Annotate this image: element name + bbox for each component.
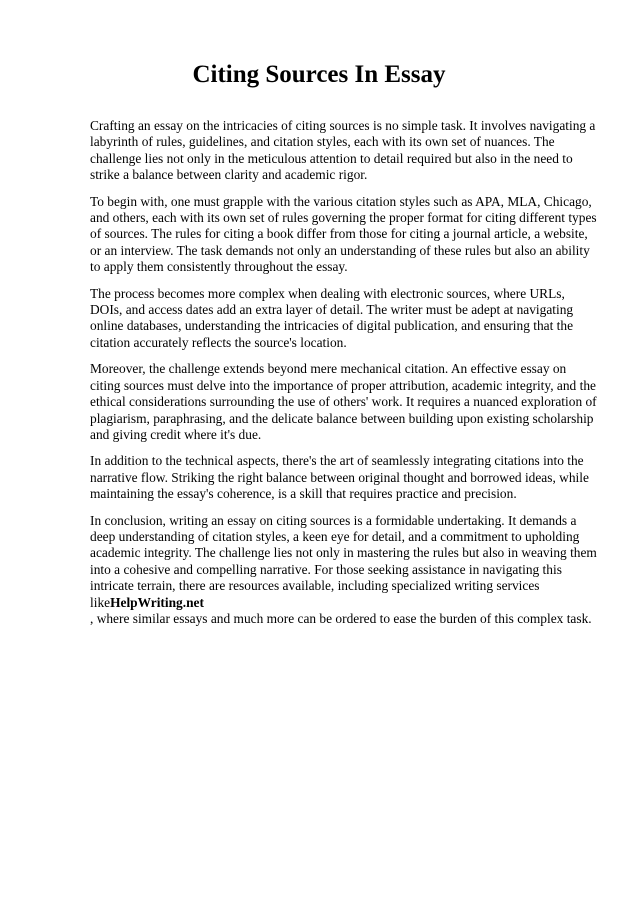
essay-body — [90, 118, 598, 637]
paragraph-4: Moreover, the challenge extends beyond mere mechanical citation. An effective essay on citing sources must delve into the importance of proper attribution, academic integrity, and the ethical considerations surrounding the use of others' work. It requires a nuanced exploration of plagiarism, paraphrasing, and the delicate balance between building upon existing scholarship and giving credit where it's due. — [90, 361, 597, 442]
service-link[interactable]: HelpWriting.net — [110, 594, 204, 610]
conclusion-paragraph — [90, 513, 598, 628]
conclusion-text-end: , where similar essays and much more can be ordered to ease the burden of this complex task. — [90, 610, 592, 626]
page-title: Citing Sources In Essay — [192, 61, 446, 88]
paragraph-3: The process becomes more complex when dealing with electronic sources, where URLs, DOIs, and access dates add an extra layer of detail. The writer must be adept at navigating online databases, understanding the intricacies of digital publication, and ensuring that the citation accurately reflects the source's location. — [90, 285, 574, 350]
paragraph-2: To begin with, one must grapple with the various citation styles such as APA, MLA, Chicago, and others, each with its own set of rules governing the proper format for citing different types of sources. The rules for citing a book differ from those for citing a journal article, a website, or an interview. The task demands not only an understanding of these rules but also an ability to apply them consistently throughout the essay. — [90, 193, 597, 275]
paragraph-5: In addition to the technical aspects, there's the art of seamlessly integrating citations into the narrative flow. Striking the right balance between original thought and borrowed ideas, while maintaining the essay's coherence, is a skill that requires practice and precision. — [90, 453, 589, 502]
paragraph-1: Crafting an essay on the intricacies of citing sources is no simple task. It involves navigating a labyrinth of rules, guidelines, and citation styles, each with its own set of nuances. The challenge lies not only in the meticulous attention to detail required but also in the need to strike a balance between clarity and academic rigor. — [90, 118, 596, 183]
conclusion-text: In conclusion, writing an essay on citing sources is a formidable undertaking. It demands a deep understanding of citation styles, a keen eye for detail, and a commitment to upholding academic integrity. The challenge lies not only in mastering the rules but also in weaving them into a cohesive and compelling narrative. For those seeking assistance in navigating this intricate terrain, there are resources available, including specialized writing services like — [90, 512, 597, 610]
